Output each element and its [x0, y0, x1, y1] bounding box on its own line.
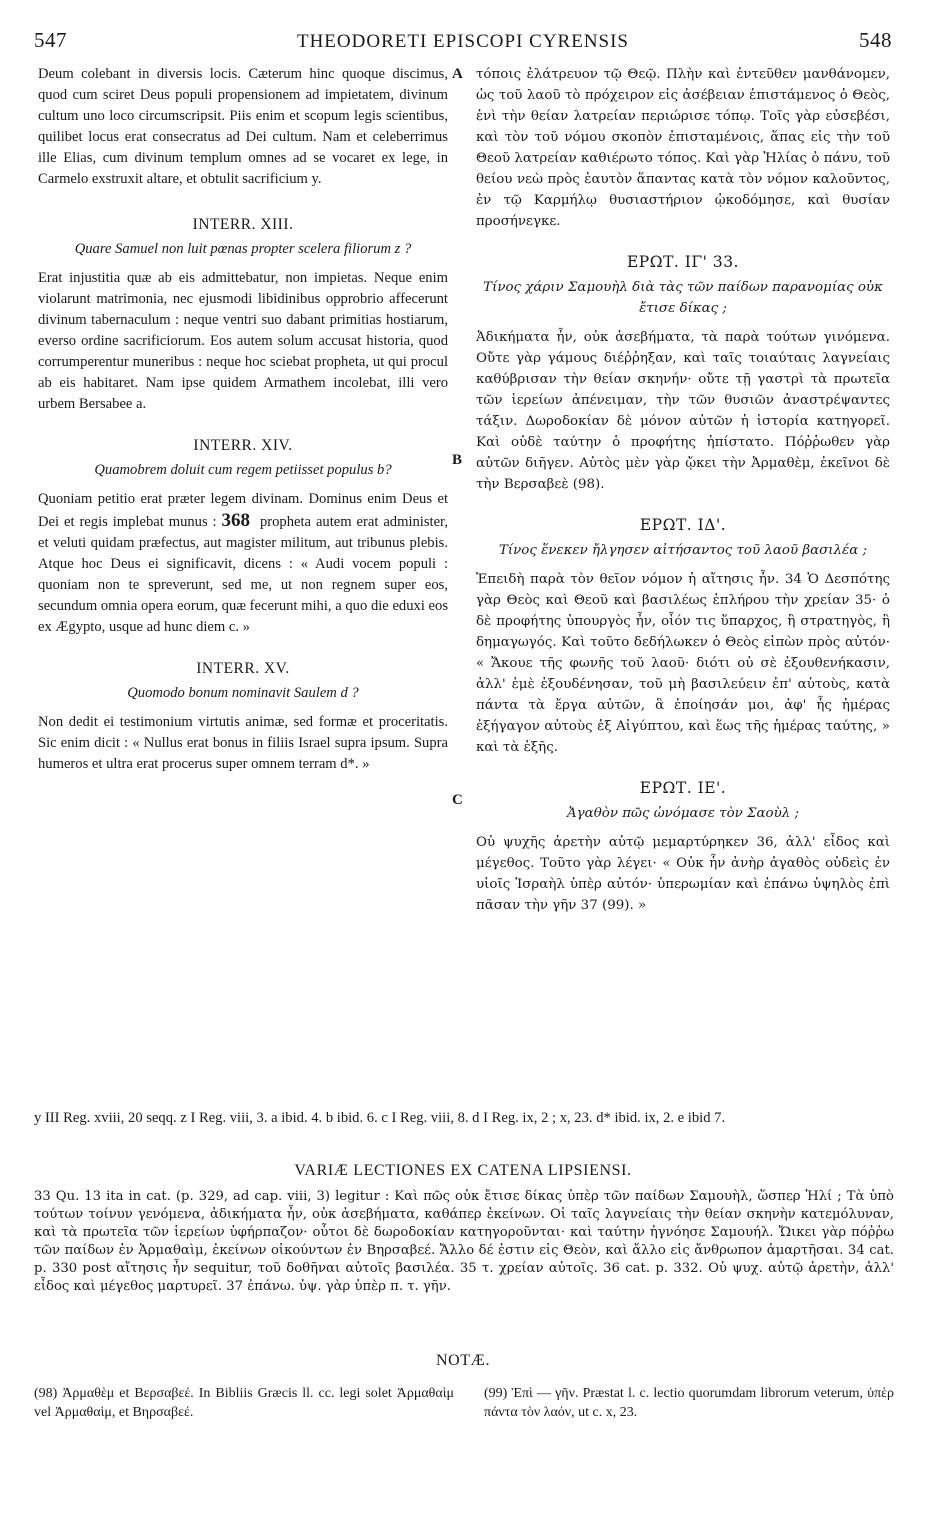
latin-paragraph: Non dedit ei testimonium virtutis animæ, sed formæ et proceritatis. Sic enim dicit : « Nullus erat bonus in filiis Israel supra ipsum. Supra humeros et ultra erat procerus super omnem terram d*. »	[38, 714, 448, 772]
notae-title: NOTÆ.	[435, 1352, 491, 1369]
question-text: Τίνος χάριν Σαμουὴλ διὰ τὰς τῶν παίδων παρανομίας οὐκ ἔτισε δίκας ;	[483, 280, 883, 316]
latin-paragraph: Erat injustitia quæ ab eis admittebatur, non impietas. Neque enim violarunt matrimonia, nec ejusmodi libidinibus opprobrio affecerunt divinum tabernaculum : neque ventri suo dabant primitias hostiarum, everso ordine sacrificiorum. Eos autem solum accusat historia, quod corrumperentur muneribus : neque hoc sciebat propheta, ut qui procul ab eis habitaret. Nam ipse quidem Armathem incolebat, illi vero urbem Bersabee a.	[38, 270, 448, 412]
footnote-references: y III Reg. xviii, 20 seqq. z I Reg. viii, 3. a ibid. 4. b ibid. 6. c I Reg. viii, 8. d I Reg. ix, 2 ; x, 23. d* ibid. ix, 2. e ibid 7.	[34, 1110, 726, 1126]
column-number: 368	[221, 510, 251, 531]
latin-paragraph: Deum colebant in diversis locis. Cæterum hinc quoque discimus, quod cum sciret Deus populi propensionem ad impietatem, divinum cultum uno loco circumscripsit. Piis enim et scopum legis scientibus, quilibet locus erat consecratus ad Dei cultum. Nam et celeberrimus ille Elias, cum divinum templum omnes ad se vocaret ex lege, in Carmelo exstruxit altare, et obtulit sacrificium y.	[38, 66, 448, 187]
question-heading: ΕΡΩΤ. ΙΓ' 33.	[626, 253, 739, 271]
variae-title: VARIÆ LECTIONES EX CATENA LIPSIENSI.	[294, 1162, 632, 1179]
latin-paragraph-end: propheta autem erat administer, et veluti quidam præfectus, aut magister militum, aut tribunus plebis. Atque hoc Deus ei significavit, dicens : « Audi vocem populi : quoniam non te spreverunt, sed me, ut non regnem super eos, secundum omnia opera eorum, quæ fecerunt mihi, a quo die eduxi eos ex Ægypto, usque ad hunc diem c. »	[38, 514, 448, 635]
greek-paragraph: Ἐπειδὴ παρὰ τὸν θεῖον νόμον ἡ αἴτησις ἦν. 34 Ὁ Δεσπότης γὰρ Θεὸς καὶ Θεοῦ καὶ βασιλέως ἐπλήρου τὴν χρείαν 35· ὁ δὲ προφήτης ὑπουργὸς ἦν, οἷόν τις ὕπαρχος, ἢ στρατηγὸς, ἢ δημαγωγός. Καὶ τοῦτο δεδήλωκεν ὁ Θεὸς εἰπὼν πρὸς αὐτόν· « Ἄκουε τῆς φωνῆς τοῦ λαοῦ· διότι οὐ σὲ ἐξουθενήκασιν, ἀλλ' ἐμὲ ἐξουδένησαν, τοῦ μὴ βασιλεύειν ἐπ' αὐτοὺς, κατὰ πάντα τὰ ἔργα αὐτῶν, ἃ ἐποίησάν μοι, ἀφ' ἧς ἡμέρας ἐξήγαγον αὐτοὺς ἐξ Αἰγύπτου, καὶ ἕως τῆς ἡμέρας ταύτης, » καὶ τὰ ἑξῆς.	[476, 572, 890, 755]
greek-paragraph: Οὐ ψυχῆς ἀρετὴν αὐτῷ μεμαρτύρηκεν 36, ἀλλ' εἶδος καὶ μέγεθος. Τοῦτο γὰρ λέγει· « Οὐκ ἦν ἀνὴρ ἀγαθὸς οὐδεὶς ἐν υἱοῖς Ἰσραὴλ ὑπὲρ αὐτόν· ὑπερωμίαν καὶ ἐπάνω ὑψηλὸς ἐπὶ πᾶσαν τὴν γῆν 37 (99). »	[476, 835, 890, 913]
question-text: Quamobrem doluit cum regem petiisset populus b?	[94, 462, 392, 478]
greek-paragraph: Ἀδικήματα ἦν, οὐκ ἀσεβήματα, τὰ παρὰ τούτων γινόμενα. Οὔτε γὰρ γάμους διέῤῥηξαν, καὶ ταῖς τοιαύταις λαγνείαις καθύβρισαν τὴν θείαν σκηνήν· οὔτε τῇ γαστρὶ τὰ πρωτεῖα τῶν ἱερείων ἀπένειμαν, τὴν τῶν θυσιῶν ἀναστρέψαντες τάξιν. Δωροδοκίαν δὲ μόνον αὐτῶν ἡ ἱστορία κατηγορεῖ. Καὶ οὐδὲ ταύτην ὁ προφήτης ἠπίστατο. Πόῤῥωθεν γὰρ αὐτῶν διῆγεν. Αὐτὸς μὲν γὰρ ᾤκει τὴν Ἀρμαθὲμ, ἐκεῖνοι δὲ τὴν Βερσαβεὲ (98).	[476, 330, 890, 492]
question-text: Quomodo bonum nominavit Saulem d ?	[127, 685, 359, 701]
latin-paragraph	[38, 489, 448, 638]
question-text: Τίνος ἕνεκεν ἤλγησεν αἰτήσαντος τοῦ λαοῦ βασιλέα ;	[498, 543, 868, 558]
greek-column	[476, 64, 890, 916]
margin-letter-a: A	[452, 66, 463, 82]
question-heading: ΕΡΩΤ. ΙΕ'.	[639, 779, 727, 797]
question-heading: ΕΡΩΤ. ΙΔ'.	[639, 516, 727, 534]
running-title: THEODORETI EPISCOPI CYRENSIS	[296, 31, 630, 52]
note-99: (99) Ἐπὶ — γῆν. Præstat l. c. lectio quorumdam librorum veterum, ὑπὲρ πάντα τὸν λαόν, ut c. x, 23.	[484, 1386, 894, 1420]
question-text: Quare Samuel non luit pœnas propter scelera filiorum z ?	[74, 241, 412, 257]
question-text: Ἀγαθὸν πῶς ὠνόμασε τὸν Σαοὺλ ;	[567, 806, 799, 821]
left-page-number: 547	[34, 28, 67, 52]
margin-letter-c: C	[452, 792, 463, 808]
margin-letter-b: B	[452, 452, 463, 468]
right-page-number: 548	[859, 28, 892, 52]
question-heading: INTERR. XIV.	[193, 437, 293, 454]
greek-paragraph: τόποις ἐλάτρευον τῷ Θεῷ. Πλὴν καὶ ἐντεῦθεν μανθάνομεν, ὡς τοῦ λαοῦ τὸ πρόχειρον εἰς ἀσέβειαν ἐπιστάμενος ὁ Θεὸς, ἑνὶ τὴν θείαν λατρείαν περιώρισε τόπῳ. Τοῖς γὰρ εὐσεβέσι, καὶ τὸν τοῦ νόμου σκοπὸν ἐπισταμένοις, ἅπας εἰς τὴν τοῦ Θεοῦ λατρείαν καθιέρωτο τόπος. Καὶ γὰρ Ἠλίας ὁ πάνυ, τοῦ θείου νεὼ πρὸς ἑαυτὸν ἅπαντας κατὰ τὸν νόμον καλοῦντος, ἐν τῷ Καρμήλῳ θυσιαστήριον ᾠκοδόμησε, καὶ θυσίαν προσήνεγκε.	[476, 67, 890, 229]
variae-lectiones-text: 33 Qu. 13 ita in cat. (p. 329, ad cap. viii, 3) legitur : Καὶ πῶς οὐκ ἔτισε δίκας ὑπὲρ τῶν παίδων Σαμουὴλ, ὥσπερ Ἠλί ; Τὰ ὑπὸ τούτων τοίνυν γενόμενα, ἀδικήματα ἦν, οὐκ ἀσεβήματα, καθάπερ ἐκείνων. Οἱ ταῖς λαγνείαις τὴν θείαν σκηνὴν κατεμόλυναν, καὶ τὰ πρωτεῖα τῶν ἱερείων ὑφήρπαζον· οὗτοι δὲ δωροδοκίαν κατηγοροῦνται· καὶ ταύτην ἠγνόησε Σαμουήλ. Ὤικει γὰρ πόῤῥω τῶν παίδων ἐν Ἀρμαθαὶμ, ἐκείνων οἰκούντων ἐν Βηρσαβεέ. Ἄλλο δέ ἐστιν εἰς Θεὸν, καὶ ἄλλο εἰς ἄνθρωπον ἁμαρτῆσαι. 34 cat. p. 330 post αἴτησις ἦν sequitur, τοῦ δοθῆναι αὐτοῖς βασιλέα. 35 τ. χρείαν αὐτοῖς. 36 cat. p. 332. Οὐ ψυχ. αὐτῷ ἀρετὴν, ἀλλ' εἶδος καὶ μέγεθος μαρτυρεῖ. 37 ἐπάνω. ὑψ. γὰρ ὑπὲρ π. τ. γῆν.	[34, 1189, 894, 1294]
question-heading: INTERR. XV.	[196, 660, 290, 677]
running-head	[34, 28, 892, 58]
latin-column	[38, 64, 448, 775]
note-98: (98) Ἀρμαθὲμ et Βερσαβεέ. In Bibliis Græcis ll. cc. legi solet Ἀρμαθαὶμ vel Ἀρμαθαὶμ, et Βηρσαβεέ.	[34, 1386, 454, 1420]
question-heading: INTERR. XIII.	[192, 216, 294, 233]
latin-paragraph-start: Quoniam petitio erat præter legem divinam. Dominus enim Deus et Dei et regis implebat munus :	[38, 491, 448, 530]
